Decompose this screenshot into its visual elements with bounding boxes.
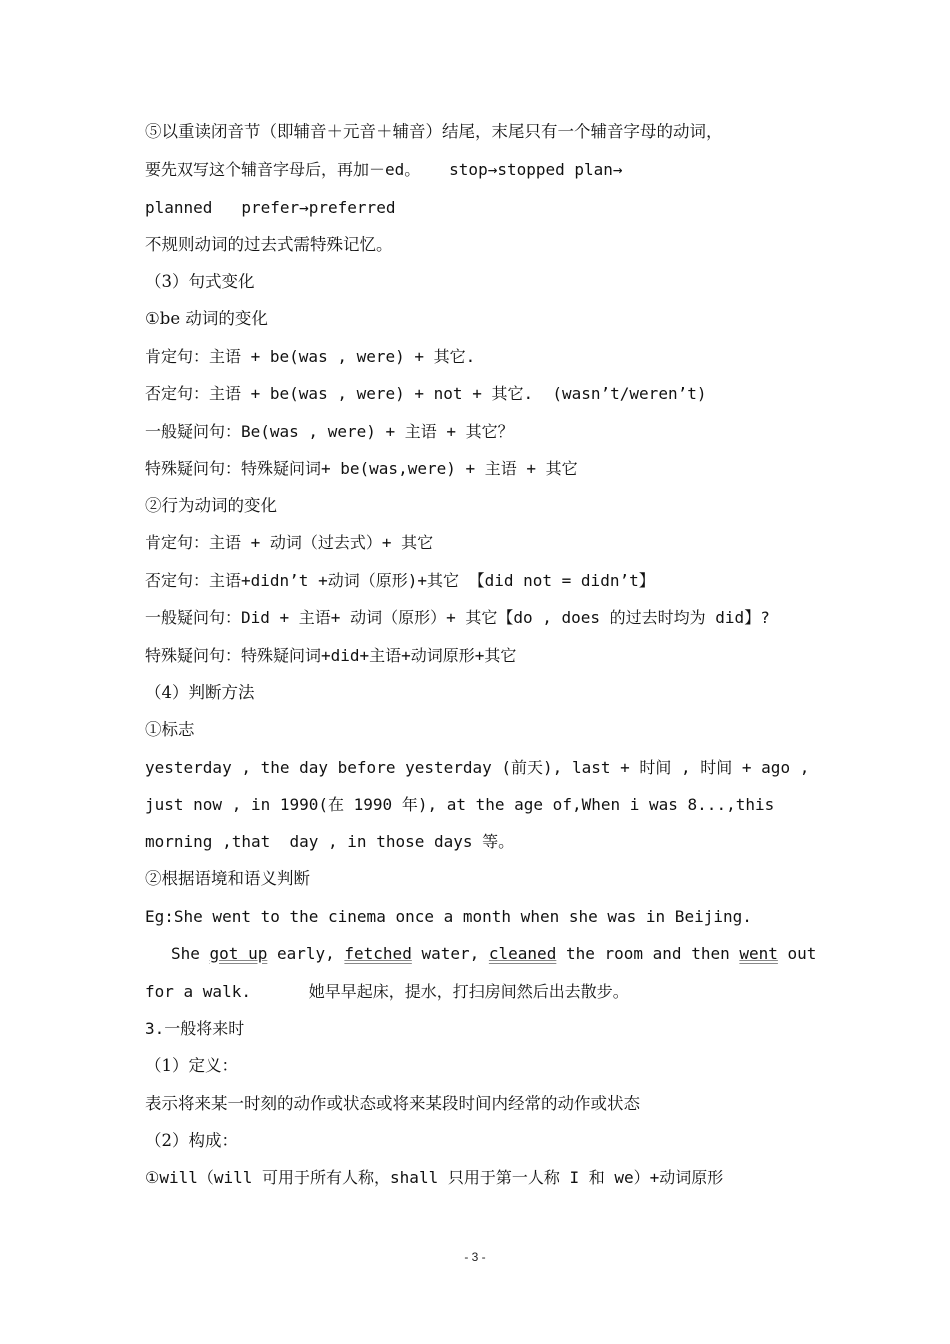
text-line: 特殊疑问句：特殊疑问词+did+主语+动词原形+其它: [145, 646, 517, 665]
underlined-verb: cleaned: [488, 944, 557, 963]
text-line: just now , in 1990(在 1990 年), at the age of,When i was 8...,this: [145, 795, 775, 814]
text-line: for a walk. 她早早起床，提水，打扫房间然后出去散步。: [145, 982, 629, 1001]
text-line: yesterday , the day before yesterday (前天), last + 时间 , 时间 + ago ,: [145, 758, 810, 777]
text-line: 否定句：主语 + be(was , were) + not + 其它. (wasn’t/weren’t): [145, 384, 707, 403]
example-sentence-underlined: She got up early, fetched water, cleaned the room and then went out: [171, 944, 817, 963]
underlined-verb: got up: [209, 944, 268, 963]
section-heading: （2）构成：: [145, 1131, 238, 1150]
text-line: ⑤以重读闭音节（即辅音＋元音＋辅音）结尾，末尾只有一个辅音字母的动词，: [145, 122, 723, 141]
text-line: 要先双写这个辅音字母后，再加－ed。 stop→stopped plan→: [145, 160, 623, 179]
section-heading: （1）定义：: [145, 1056, 238, 1075]
text-line: 表示将来某一时刻的动作或状态或将来某段时间内经常的动作或状态: [145, 1094, 640, 1113]
text-line: 否定句：主语+didn’t +动词（原形)+其它 【did not = didn’t】: [145, 571, 655, 590]
page-number: - 3 -: [464, 1250, 486, 1264]
text-line: 一般疑问句：Did + 主语+ 动词（原形）+ 其它【do , does 的过去时均为 did】?: [145, 608, 770, 627]
text-line: 肯定句：主语 + be(was , were) + 其它.: [145, 347, 476, 366]
text-line: planned prefer→preferred: [145, 198, 396, 217]
text-line: 特殊疑问句：特殊疑问词+ be(was,were) + 主语 + 其它: [145, 459, 578, 478]
text-line: 一般疑问句：Be(was , were) + 主语 + 其它？: [145, 422, 514, 441]
section-heading: （3）句式变化: [145, 272, 255, 291]
section-heading: 3.一般将来时: [145, 1019, 245, 1038]
underlined-verb: fetched: [344, 944, 412, 963]
subsection-heading: ②行为动词的变化: [145, 496, 277, 515]
text-line: morning ,that day , in those days 等。: [145, 832, 515, 851]
text-line: ①will（will 可用于所有人称，shall 只用于第一人称 I 和 we）+动词原形: [145, 1168, 724, 1187]
text-line: 不规则动词的过去式需特殊记忆。: [145, 235, 393, 254]
text-line: 肯定句：主语 + 动词（过去式）+ 其它: [145, 533, 434, 552]
example-sentence: Eg:She went to the cinema once a month when she was in Beijing.: [145, 907, 752, 926]
underlined-verb: went: [739, 944, 778, 963]
subsection-heading: ②根据语境和语义判断: [145, 869, 310, 888]
subsection-heading: ①be 动词的变化: [145, 309, 268, 328]
subsection-heading: ①标志: [145, 720, 195, 739]
section-heading: （4）判断方法: [145, 683, 255, 702]
